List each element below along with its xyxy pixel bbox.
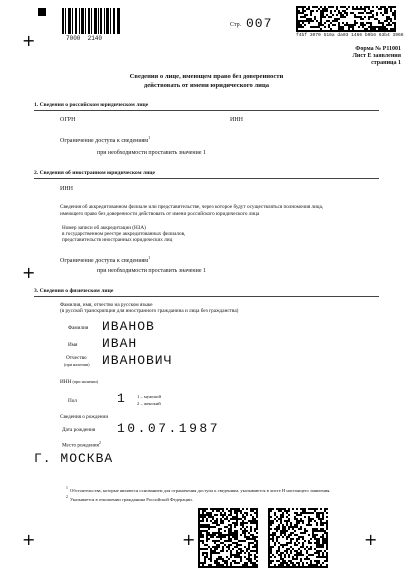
sex-option-female: 2 – женский: [137, 401, 161, 406]
section3-title: 3. Сведения о физическом лице: [34, 288, 114, 294]
inn-label-1: ИНН: [230, 117, 243, 123]
footnote-ref-3: 2: [98, 440, 101, 445]
datamatrix-code-top: [296, 6, 396, 32]
inn-text-3: ИНН: [60, 379, 72, 385]
section1-title: 1. Сведения о российском юридическом лице: [34, 102, 149, 108]
nza-line2: в государственном реестре аккредитованных филиалов,: [62, 231, 186, 237]
name-label: Имя: [68, 342, 78, 348]
sex-option-male: 1 – мужской: [137, 394, 161, 399]
registration-cross-bottom-left: +: [22, 530, 36, 549]
access-note-2: при необходимости проставить значение 1: [97, 268, 206, 274]
footnote-ref-2: 1: [148, 255, 151, 260]
nza-line3: представительств иностранных юридических лиц: [62, 237, 173, 243]
patronymic-sublabel: (при наличии): [64, 362, 90, 367]
access-text-2: Ограничение доступа к сведениям: [60, 258, 149, 264]
corner-marker: [38, 8, 46, 16]
birth-date-label: Дата рождения: [62, 427, 96, 433]
birth-place-label: [62, 440, 101, 449]
page-label: Стр.: [230, 22, 242, 28]
section2-title: 2. Сведения об иностранном юридическом лице: [34, 170, 155, 176]
fio-caption-line2: (в русской транскрипции для иностранного гражданина и лица без гражданства): [60, 308, 239, 314]
branch-desc-line2: имеющего право без доверенности действовать от имени российского юридического лица: [60, 211, 260, 217]
datamatrix-code-bottom-right: [268, 508, 328, 568]
sex-label: Пол: [68, 398, 77, 404]
nza-line1: Номер записи об аккредитации (НЗА): [62, 225, 146, 231]
birth-place-field[interactable]: Г. МОСКВА: [34, 451, 114, 466]
registration-cross-mid-left: +: [22, 263, 36, 282]
sheet-label: Лист Е заявления: [352, 53, 401, 59]
barcode-number: 7000 2140: [66, 35, 103, 42]
sheet-page: страница 1: [371, 60, 401, 66]
patronymic-field[interactable]: ИВАНОВИЧ: [102, 353, 173, 368]
inn-sublabel-3: (при наличии): [72, 379, 99, 384]
birth-date-field[interactable]: 10.07.1987: [117, 421, 221, 436]
datamatrix-caption: f4bf 3070 516a da03 1466 b0b6 63b4 3966: [296, 33, 404, 38]
access-text-1: Ограничение доступа к сведениям: [60, 138, 149, 144]
page-title-line1: Сведения о лице, имеющем право без доверенности: [129, 73, 284, 80]
access-note-1: при необходимости проставить значение 1: [97, 150, 206, 156]
patronymic-label: Отчество: [66, 355, 87, 361]
sex-field[interactable]: 1: [117, 391, 126, 406]
linear-barcode: [62, 8, 120, 34]
section3-rule: [34, 296, 379, 297]
inn-label-3: [60, 379, 98, 385]
datamatrix-code-bottom-left: [198, 508, 258, 568]
inn-label-2: ИНН: [60, 186, 73, 192]
footnote-ref-1: 1: [148, 135, 151, 140]
surname-field[interactable]: ИВАНОВ: [102, 319, 155, 334]
fio-caption-line1: Фамилия, имя, отчество на русском языке: [60, 302, 153, 308]
birth-info-label: Сведения о рождении: [60, 414, 109, 420]
access-label-1: [60, 134, 150, 145]
registration-cross-top-left: +: [22, 31, 36, 50]
registration-cross-bottom-right: +: [364, 530, 378, 549]
form-id: Форма № Р11001: [355, 46, 401, 52]
name-field[interactable]: ИВАН: [102, 336, 138, 351]
ogrn-label: ОГРН: [60, 117, 76, 123]
registration-cross-bottom-mid: +: [182, 530, 196, 549]
footnote-1-number: 1: [66, 486, 68, 490]
branch-desc-line1: Сведения об аккредитованном филиале или представительстве, через которое будут осуществляться полномочия лица,: [60, 204, 324, 210]
footnote-2: Указывается в отношении гражданина Российской Федерации.: [70, 497, 193, 502]
section1-rule: [34, 110, 379, 111]
footnote-1: Обстоятельства, которые являются основанием для ограничения доступа к сведениям, указываются в листе Н настоящего заявления.: [70, 488, 331, 493]
surname-label: Фамилия: [68, 325, 89, 331]
section2-rule: [34, 178, 379, 179]
footnote-2-number: 2: [66, 495, 68, 499]
page-title-line2: действовать от имени юридического лица: [143, 82, 270, 89]
birth-place-text: Место рождения: [62, 442, 99, 449]
page-number: 007: [246, 16, 273, 31]
access-label-2: [60, 254, 150, 265]
